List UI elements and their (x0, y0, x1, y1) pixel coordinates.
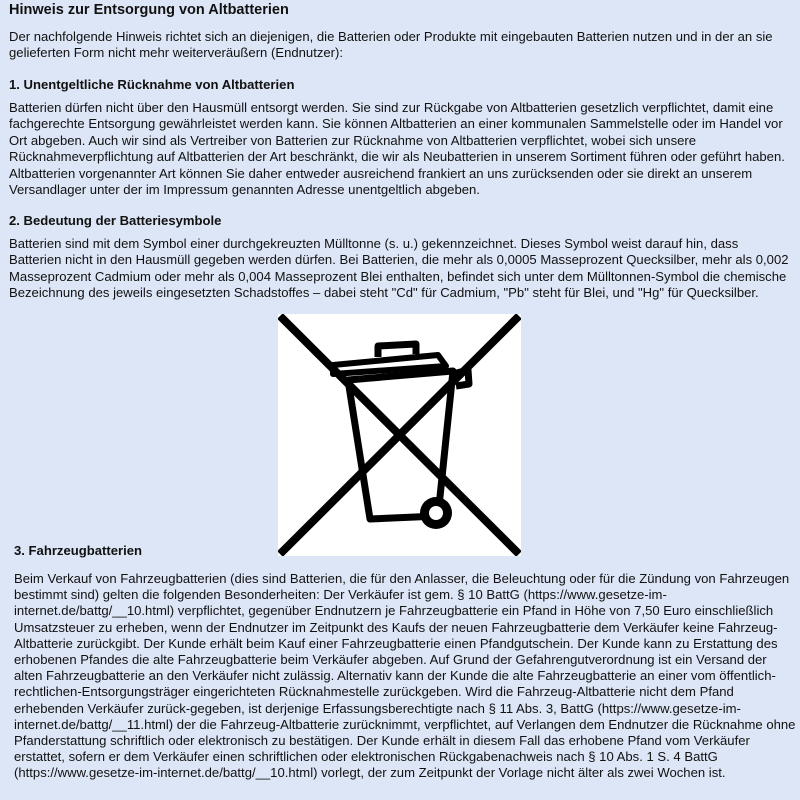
section-body-vehicle-batteries: Beim Verkauf von Fahrzeugbatterien (dies sind Batterien, die für den Anlasser, die Beleuchtung oder für die Zündung von Fahrzeugen bestimmt sind) gelten die folgenden Besonderheiten: Der Verkäufer ist gem. § 10 BattG (https://www.gesetze-im-internet.de/battg/__10.html) verpflichtet, gegenüber Endnutzern je Fahrzeugbatterie ein Pfand in Höhe von 7,50 Euro einschließlich Umsatzsteuer zu erheben, wenn der Endnutzer im Zeitpunkt des Kaufs der neuen Fahrzeugbatterie dem Verkäufer keine Fahrzeug-Altbatterie zurückgibt. Der Kunde erhält beim Kauf einer Fahrzeugbatterie einen Pfandgutschein. Der Kunde kann zu Erstattung des erhobenen Pfandes die alte Fahrzeugbatterie beim Verkäufer abgeben. Auf Grund der Gefahrengutverordnung ist ein Versand der alten Fahrzeugbatterie an den Verkäufer nicht zulässig. Alternativ kann der Kunde die alte Fahrzeugbatterie an einer vom öffentlich-rechtlichen-Entsorgungsträger eingerichteten Rücknahmestelle zurückgeben. Wird die Fahrzeug-Altbatterie nicht dem Pfand erhebenden Verkäufer zurück-gegeben, ist derjenige Erfassungsberechtigte nach § 11 Abs. 3, BattG (https://www.gesetze-im-internet.de/battg/__11.html) der die Fahrzeug-Altbatterie zurücknimmt, verpflichtet, auf Verlangen dem Endnutzer die Rücknahme ohne Pfanderstattung schriftlich oder elektronisch zu bestätigen. Der Kunde erhält in diesem Fall das erhobene Pfand vom Verkäufer erstattet, sofern er dem Verkäufer einen schriftlichen oder elektronischen Rückgabenachweis nach § 10 Abs. 1 S. 4 BattG (https://www.gesetze-im-internet.de/battg/__10.html) vorlegt, der zum Zeitpunkt der Vorlage nicht älter als zwei Wochen ist. (14, 571, 796, 781)
section-body-free-return: Batterien dürfen nicht über den Hausmüll entsorgt werden. Sie sind zur Rückgabe von Altbatterien gesetzlich verpflichtet, damit eine fachgerechte Entsorgung gewährleistet werden kann. Sie können Altbatterien an einer kommunalen Sammelstelle oder im Handel vor Ort abgeben. Auch wir sind als Vertreiber von Batterien zur Rücknahme von Altbatterien verpflichtet, wobei sich unsere Rücknahmeverpflichtung auf Altbatterien der Art beschränkt, die wir als Neubatterien in unserem Sortiment führen oder geführt haben. Altbatterien vorgenannter Art können Sie daher entweder ausreichend frankiert an uns zurücksenden oder sie direkt an unserem Versandlager unter der im Impressum genannten Adresse unentgeltlich abgeben. (9, 100, 785, 198)
section-body-battery-symbols: Batterien sind mit dem Symbol einer durchgekreuzten Mülltonne (s. u.) gekennzeichnet. Dieses Symbol weist darauf hin, dass Batterien nicht in den Hausmüll gegeben werden dürfen. Bei Batterien, die mehr als 0,0005 Masseprozent Quecksilber, mehr als 0,002 Masseprozent Cadmium oder mehr als 0,004 Masseprozent Blei enthalten, befindet sich unter dem Mülltonnen-Symbol die chemische Bezeichnung des jeweils eingesetzten Schadstoffes – dabei steht "Cd" für Cadmium, "Pb" steht für Blei, und "Hg" für Quecksilber. (9, 236, 789, 301)
section-heading-battery-symbols: 2. Bedeutung der Batteriesymbole (9, 213, 222, 228)
intro-paragraph: Der nachfolgende Hinweis richtet sich an diejenigen, die Batterien oder Produkte mit eingebauten Batterien nutzen und in der an sie gelieferten Form nicht mehr weiterveräußern (Endnutzer): (9, 29, 773, 61)
section-heading-vehicle-batteries: 3. Fahrzeugbatterien (14, 543, 143, 558)
page-title: Hinweis zur Entsorgung von Altbatterien (9, 2, 289, 18)
crossed-out-wheelie-bin-icon (278, 314, 521, 556)
section-heading-free-return: 1. Unentgeltliche Rücknahme von Altbatterien (9, 77, 295, 92)
